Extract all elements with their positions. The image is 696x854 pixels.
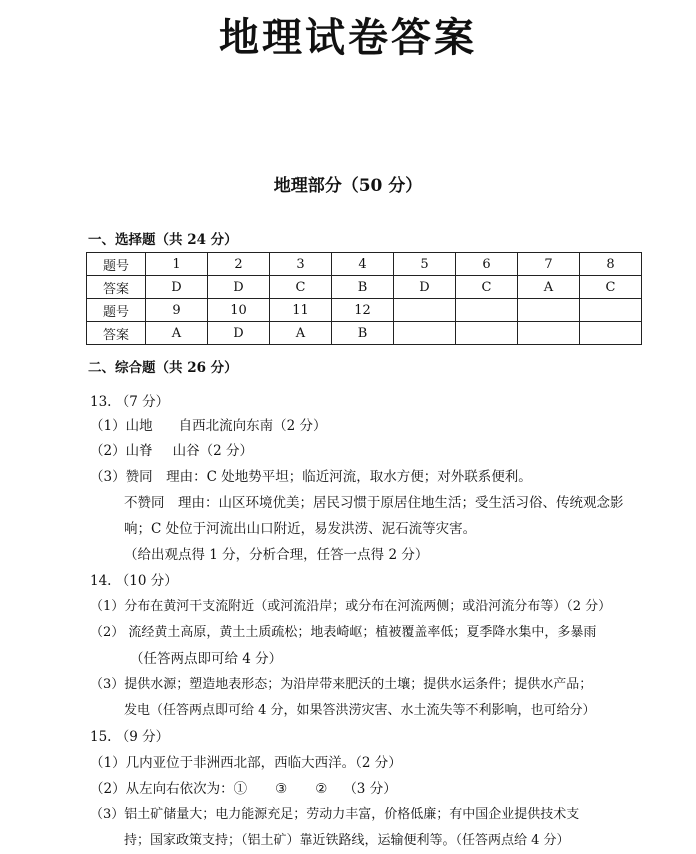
- answer-cell: [518, 322, 580, 345]
- q14-answer-2-note: （任答两点即可给 4 分）: [130, 651, 283, 667]
- q15-a2-third: ②: [315, 781, 328, 797]
- q15-a2-lead: （2）从左向右依次为：①: [90, 781, 248, 797]
- answer-cell: C: [580, 276, 642, 299]
- answer-cell: 12: [332, 299, 394, 322]
- q13-a1-rest: 自西北流向东南（2 分）: [178, 418, 327, 434]
- answer-cell: B: [332, 322, 394, 345]
- answer-cell: 6: [456, 253, 518, 276]
- q13-answer-3-note: （给出观点得 1 分，分析合理，任答一点得 2 分）: [124, 547, 429, 563]
- answer-cell: 5: [394, 253, 456, 276]
- section2-heading: 二、综合题（共 26 分）: [88, 360, 238, 376]
- answer-cell: C: [456, 276, 518, 299]
- answer-cell: D: [394, 276, 456, 299]
- answer-cell: 4: [332, 253, 394, 276]
- section1-heading: 一、选择题（共 24 分）: [88, 232, 238, 248]
- q13-answer-3-line3: 响；C 处位于河流出山口附近，易发洪涝、泥石流等灾害。: [124, 521, 477, 537]
- answer-cell: 7: [518, 253, 580, 276]
- q14-answer-2-line1: （2） 流经黄土高原，黄土土质疏松；地表崎岖；植被覆盖率低；夏季降水集中，多暴雨: [90, 625, 597, 640]
- q15-a2-score: （3 分）: [343, 781, 397, 797]
- part-title: 地理部分（50 分）: [273, 176, 423, 196]
- answer-cell: [456, 299, 518, 322]
- answer-cell: D: [208, 322, 270, 345]
- q14-heading: 14. （10 分）: [90, 573, 178, 589]
- answer-cell: [456, 322, 518, 345]
- q13-a1-num: （1）山地: [90, 418, 153, 434]
- document-title: 地理试卷答案: [219, 15, 477, 61]
- answer-table-row: [87, 322, 642, 345]
- answer-cell: [580, 299, 642, 322]
- q15-answer-2: [90, 779, 397, 799]
- q15-heading: 15. （9 分）: [90, 729, 170, 745]
- answer-cell: 8: [580, 253, 642, 276]
- q13-answer-2: [90, 441, 253, 461]
- answer-table-row: [87, 299, 642, 322]
- answer-cell: B: [332, 276, 394, 299]
- q13-a2-rest: 山谷（2 分）: [172, 443, 253, 459]
- answer-cell: D: [208, 276, 270, 299]
- answer-cell: A: [270, 322, 332, 345]
- answer-table-row: [87, 253, 642, 276]
- q13-answer-3-line1: （3）赞同 理由：C 处地势平坦；临近河流，取水方便；对外联系便利。: [90, 469, 532, 485]
- row-label-cell: 答案: [87, 322, 146, 345]
- answer-cell: 10: [208, 299, 270, 322]
- q15-answer-3-line2: 持；国家政策支持；（铝土矿）靠近铁路线，运输便利等。（任答两点给 4 分）: [124, 833, 570, 848]
- answer-cell: 11: [270, 299, 332, 322]
- row-label-cell: 题号: [87, 253, 146, 276]
- answer-table: [86, 252, 642, 345]
- q13-heading: 13. （7 分）: [90, 394, 170, 410]
- q15-a2-second: ③: [275, 781, 288, 797]
- q15-answer-1: （1）几内亚位于非洲西北部，西临大西洋。（2 分）: [90, 755, 402, 771]
- answer-cell: D: [146, 276, 208, 299]
- q13-answer-1: [90, 416, 326, 436]
- q15-answer-3-line1: （3）铝土矿储量大；电力能源充足；劳动力丰富，价格低廉；有中国企业提供技术支: [90, 807, 580, 822]
- answer-table-row: [87, 276, 642, 299]
- row-label-cell: 题号: [87, 299, 146, 322]
- answer-cell: [580, 322, 642, 345]
- answer-cell: 3: [270, 253, 332, 276]
- answer-cell: C: [270, 276, 332, 299]
- answer-cell: [518, 299, 580, 322]
- q13-answer-3-line2: 不赞同 理由：山区环境优美；居民习惯于原居住地生活；受生活习俗、传统观念影: [124, 495, 624, 511]
- q13-a2-num: （2）山脊: [90, 443, 153, 459]
- row-label-cell: 答案: [87, 276, 146, 299]
- answer-cell: [394, 299, 456, 322]
- q14-answer-1: （1）分布在黄河干支流附近（或河流沿岸；或分布在河流两侧；或沿河流分布等）（2 分）: [90, 599, 612, 614]
- answer-cell: 2: [208, 253, 270, 276]
- answer-cell: A: [146, 322, 208, 345]
- answer-cell: 1: [146, 253, 208, 276]
- q14-answer-3-line2: 发电（任答两点即可给 4 分，如果答洪涝灾害、水土流失等不利影响，也可给分）: [124, 703, 596, 718]
- answer-cell: [394, 322, 456, 345]
- q14-answer-3-line1: （3）提供水源；塑造地表形态；为沿岸带来肥沃的土壤；提供水运条件；提供水产品；: [90, 677, 593, 692]
- answer-cell: 9: [146, 299, 208, 322]
- answer-cell: A: [518, 276, 580, 299]
